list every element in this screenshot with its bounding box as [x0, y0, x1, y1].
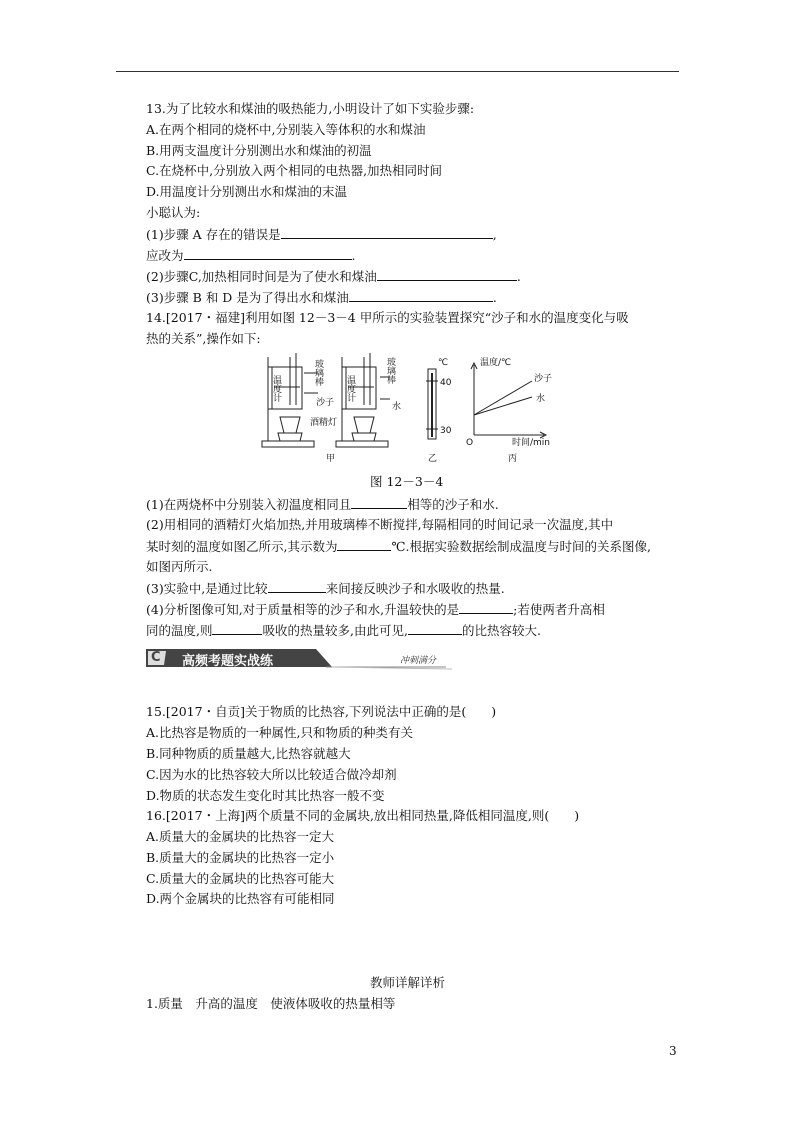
- q14-step4-tail: ;若使两者升高相: [513, 602, 605, 617]
- answer-1: 1.质量 升高的温度 使液体吸收的热量相等: [146, 996, 396, 1011]
- q13-part3-period: .: [492, 290, 497, 305]
- q14-step4-text-3: 吸收的热量较多,由此可见,: [262, 623, 408, 638]
- q13-part1: [146, 226, 497, 243]
- answer-blank[interactable]: [281, 226, 493, 239]
- q13-part1-text: (1)步骤 A 存在的错误是: [146, 227, 281, 242]
- fig-label-sand: 沙子: [316, 398, 335, 408]
- answer-blank[interactable]: [268, 580, 326, 593]
- q14-step4-line2: [146, 622, 541, 639]
- section-banner-icon: C: [151, 650, 161, 665]
- fig-label-rod-b: 玻璃棒: [385, 357, 395, 384]
- q13-part1-fix-text: 应改为: [146, 248, 184, 263]
- fig-line-label-sand: 沙子: [534, 374, 553, 384]
- fig-line-label-water: 水: [536, 394, 546, 404]
- q14-step4-line1: [146, 601, 605, 618]
- q16-option-a: A.质量大的金属块的比热容一定大: [146, 829, 335, 844]
- answer-blank[interactable]: [184, 247, 352, 260]
- q14-step3-text: (3)实验中,是通过比较: [146, 581, 268, 596]
- q14-step3: [146, 580, 505, 597]
- fig-label-rod-a: 玻璃棒: [313, 359, 323, 386]
- fig-label-thermo-a: 温度计: [271, 375, 281, 402]
- fig-graph-ylabel: 温度/℃: [480, 358, 512, 368]
- q13-part3: [146, 289, 497, 306]
- q13-part3-text: (3)步骤 B 和 D 是为了得出水和煤油: [146, 290, 349, 305]
- q13-part1-fix: [146, 247, 356, 264]
- q13-part1-fix-period: .: [351, 248, 356, 263]
- q16-option-b: B.质量大的金属块的比热容一定小: [146, 850, 335, 865]
- q14-step1-text: (1)在两烧杯中分别装入初温度相同且: [146, 497, 352, 512]
- q14-step1: [146, 496, 499, 513]
- q14-stem-1: 14.[2017・福建]利用如图 12－3－4 甲所示的实验装置探究“沙子和水的温度变化与吸: [146, 310, 629, 325]
- fig-tick-40: 40: [440, 378, 452, 388]
- q14-step4-text: (4)分析图像可知,对于质量相等的沙子和水,升温较快的是: [146, 602, 460, 617]
- fig-label-water: 水: [392, 402, 402, 412]
- q16-stem: 16.[2017・上海]两个质量不同的金属块,放出相同热量,降低相同温度,则( ): [146, 808, 580, 823]
- q13-stem: 13.为了比较水和煤油的吸热能力,小明设计了如下实验步骤:: [146, 101, 475, 116]
- figure-12-3-4: [260, 353, 560, 465]
- answer-blank[interactable]: [212, 622, 262, 635]
- q14-step2-text: 某时刻的温度如图乙所示,其示数为: [146, 539, 338, 554]
- q13-option-b: B.用两支温度计分别测出水和煤油的初温: [146, 143, 372, 158]
- q16-option-c: C.质量大的金属块的比热容可能大: [146, 871, 335, 886]
- q14-step3-tail: 来间接反映沙子和水吸收的热量.: [325, 581, 505, 596]
- section-banner: [146, 647, 456, 671]
- answers-title: 教师详解详析: [370, 975, 446, 990]
- answer-blank[interactable]: [337, 538, 391, 551]
- answer-blank[interactable]: [408, 622, 462, 635]
- q13-part2-period: .: [516, 269, 521, 284]
- section-banner-title: 高频考题实战练: [182, 654, 274, 669]
- fig-label-lamp: 酒精灯: [310, 418, 338, 428]
- q16-option-d: D.两个金属块的比热容有可能相同: [146, 891, 335, 906]
- fig-tick-30: 30: [440, 426, 452, 436]
- q13-part2: [146, 268, 521, 285]
- fig-graph-xlabel: 时间/min: [512, 438, 551, 448]
- answer-blank[interactable]: [459, 601, 513, 614]
- fig-label-thermo-b: 温度计: [345, 375, 355, 402]
- q13-option-d: D.用温度计分别测出水和煤油的末温: [146, 184, 348, 199]
- q13-option-c: C.在烧杯中,分别放入两个相同的电热器,加热相同时间: [146, 163, 443, 178]
- answer-blank[interactable]: [377, 268, 517, 281]
- header-rule: [116, 71, 679, 72]
- q14-step2-tail: ℃.根据实验数据绘制成温度与时间的关系图像,: [391, 539, 651, 554]
- page-number: 3: [669, 1044, 677, 1058]
- q14-step1-tail: 相等的沙子和水.: [407, 497, 499, 512]
- fig-graph-origin: O: [466, 438, 474, 448]
- q15-option-c: C.因为水的比热容较大所以比较适合做冷却剂: [146, 767, 397, 782]
- q13-part1-comma: ,: [492, 227, 497, 242]
- fig-sub-bing: 丙: [508, 454, 518, 464]
- fig-sub-jia: 甲: [326, 454, 336, 464]
- q13-intro: 小聪认为:: [146, 205, 201, 220]
- fig-sub-yi: 乙: [428, 454, 438, 464]
- q13-option-a: A.在两个相同的烧杯中,分别装入等体积的水和煤油: [146, 122, 426, 137]
- q15-stem: 15.[2017・自贡]关于物质的比热容,下列说法中正确的是( ): [146, 704, 497, 719]
- q15-option-b: B.同种物质的质量越大,比热容就越大: [146, 746, 351, 761]
- answer-blank[interactable]: [349, 289, 493, 302]
- q14-stem-2: 热的关系”,操作如下:: [146, 331, 261, 346]
- q14-step2-line3: 如图丙所示.: [146, 559, 213, 574]
- q14-step2-line2: [146, 538, 651, 555]
- fig-thermo-unit: ℃: [438, 358, 449, 368]
- q13-part2-text: (2)步骤C,加热相同时间是为了使水和煤油: [146, 269, 377, 284]
- figure-caption: 图 12－3－4: [370, 474, 444, 489]
- q14-step4-text-2: 同的温度,则: [146, 623, 213, 638]
- q15-option-d: D.物质的状态发生变化时其比热容一般不变: [146, 788, 385, 803]
- section-banner-subtitle: 冲刺满分: [400, 656, 437, 666]
- answer-blank[interactable]: [351, 496, 407, 509]
- q15-option-a: A.比热容是物质的一种属性,只和物质的种类有关: [146, 725, 413, 740]
- q14-step2-line1: (2)用相同的酒精灯火焰加热,并用玻璃棒不断搅拌,每隔相同的时间记录一次温度,其中: [146, 517, 614, 532]
- q14-step4-tail-2: 的比热容较大.: [461, 623, 541, 638]
